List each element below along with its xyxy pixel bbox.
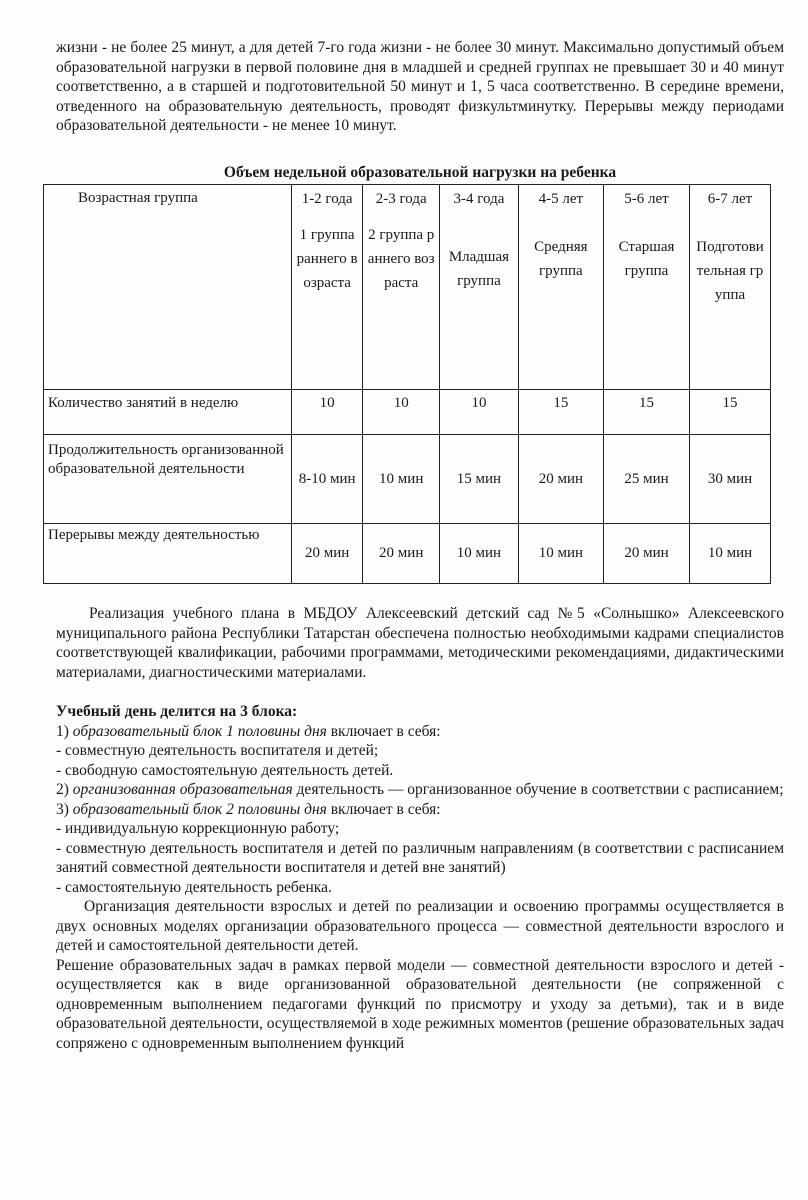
group-age: 4-5 лет [538,191,584,207]
block-1-title: образовательный блок 1 половины дня [72,722,327,740]
header-group-3 [440,185,519,390]
row-label: Количество занятий в неделю [44,390,292,435]
cell-value: 10 мин [518,524,603,584]
header-group-1 [291,185,362,390]
cell-value: 20 мин [603,524,689,584]
block-1-item: - совместную деятельность воспитателя и детей; [56,742,379,759]
cell-value: 10 [363,390,440,435]
block-3-title: образовательный блок 2 половины дня [72,800,327,818]
header-group-6 [690,185,771,390]
group-age: 1-2 года [301,191,353,207]
cell-value: 30 мин [690,435,771,524]
cell-value: 10 мин [363,435,440,524]
cell-value: 15 [603,390,689,435]
cell-value: 10 [440,390,519,435]
table-row-duration [44,435,771,524]
first-model-paragraph: Решение образовательных задач в рамках первой модели — совместной деятельности взрослого и детей - осуществляется как в виде организованной образовательной деятельности (не сопряженной с одновременным выполнением педагогами функций по присмотру и уходу за детьми), так и в виде образовательной деятельности, осуществляемой в ходе режимных моментов (решение образовательных задач сопряжено с одновременным выполнением функций [56,956,784,1052]
weekly-load-table [43,184,771,584]
intro-paragraph: жизни - не более 25 минут, а для детей 7-го года жизни - не более 30 минут. Максимально допустимый объем образовательной нагрузки в первой половине дня в младшей и средней группах не превышает 30 и 40 минут соответственно, а в старшей и подготовительной 50 минут и 1, 5 часа соответственно. В середине времени, отведенного на образовательную деятельность, проводят физкультминутку. Перерывы между периодами образовательной деятельности - не менее 10 минут. [56,39,784,134]
cell-value: 10 мин [690,524,771,584]
header-group-4 [518,185,603,390]
block-3-item: - самостоятельную деятельность ребенка. [56,878,332,896]
cell-value: 8-10 мин [291,435,362,524]
cell-value: 20 мин [363,524,440,584]
staff-paragraph: Реализация учебного плана в МБДОУ Алексеевский детский сад №5 «Солнышко» Алексеевского муниципального района Республики Татарстан обеспечена полностью необходимыми кадрами специалистов соответствующей квалификации, рабочими программами, методическими рекомендациями, дидактическими материалами, диагностическими материалами. [56,605,784,681]
group-age: 6-7 лет [707,191,753,207]
cell-value: 15 [690,390,771,435]
document-page [48,38,784,1053]
cell-value: 15 мин [440,435,519,524]
cell-value: 20 мин [518,435,603,524]
cell-value: 15 [518,390,603,435]
group-age: 5-6 лет [624,191,669,207]
table-title: Объем недельной образовательной нагрузки на ребенка [223,163,617,181]
row-label: Перерывы между деятельностью [44,524,292,584]
group-name: 1 группа раннего возраста [296,227,358,291]
block-1-line: 1) образовательный блок 1 половины дня включает в себя: [56,722,441,740]
table-row-breaks [44,524,771,584]
header-group-2 [363,185,440,390]
block-3-item: - совместную деятельность воспитателя и детей по различным направлениям (в соответствии с расписанием занятий совместной деятельности воспитателя и детей вне занятий) [56,839,784,876]
cell-value: 10 мин [440,524,519,584]
table-row-lessons-per-week [44,390,771,435]
cell-value: 25 мин [603,435,689,524]
block-2-line: 2) организованная образовательная деятельность — организованное обучение в соответствии с расписанием; [56,781,784,798]
block-3-line: 3) образовательный блок 2 половины дня включает в себя: [56,800,441,818]
block-1-item: - свободную самостоятельную деятельность детей. [56,761,394,779]
blocks-heading: Учебный день делится на 3 блока: [56,703,298,720]
header-group-5 [603,185,689,390]
group-name: Младшая группа [448,249,510,289]
cell-value: 10 [291,390,362,435]
table-header-row [44,185,771,390]
cell-value: 20 мин [291,524,362,584]
group-name: 2 группа раннего возраста [367,227,435,291]
row-label: Продолжительность организованной образовательной деятельности [44,435,292,524]
header-age-group-label: Возрастная группа [44,185,292,390]
group-age: 2-3 года [375,191,427,207]
block-3-item: - индивидуальную коррекционную работу; [56,820,340,837]
models-paragraph: Организация деятельности взрослых и детей по реализации и освоению программы осуществляется в двух основных моделях организации образовательного процесса — совместной деятельности взрослого и детей и самостоятельной деятельности детей. [56,898,784,954]
group-age: 3-4 года [453,191,505,207]
group-name: Старшая группа [618,239,675,279]
group-name: Подготовительная группа [696,239,764,303]
block-2-title: организованная образовательная [72,781,293,798]
group-name: Средняя группа [534,239,588,279]
